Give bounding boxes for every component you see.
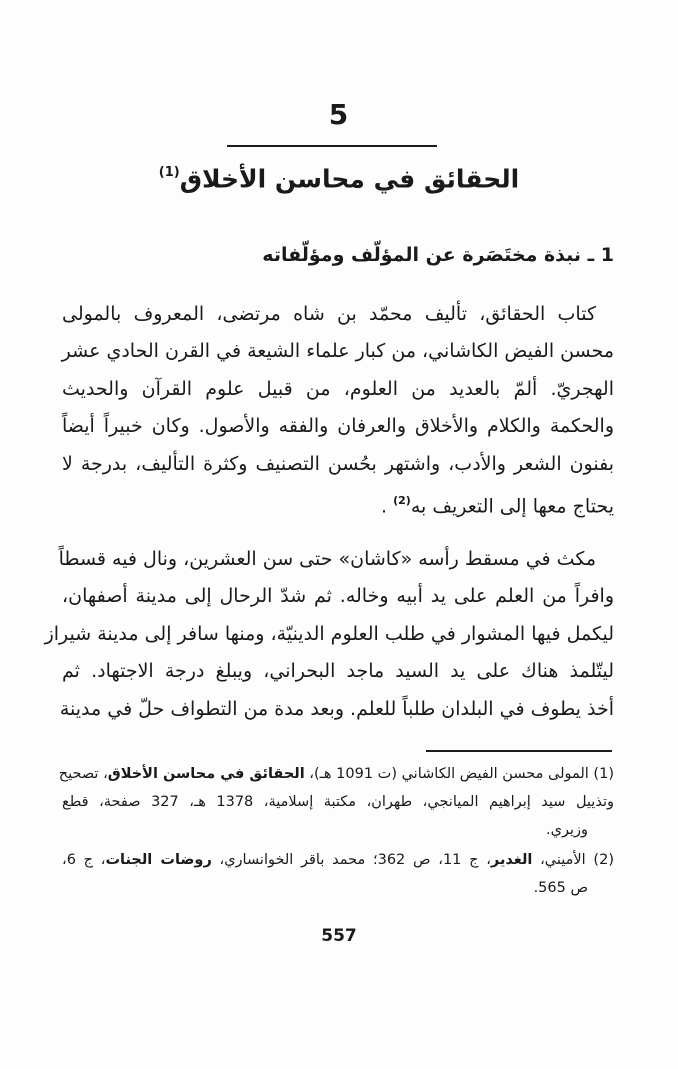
paragraph-1-line-5: بفنون الشعر والأدب، واشتهر بحُسن التصنيف وكثرة التأليف، بدرجة لا bbox=[62, 452, 614, 475]
paragraph-1-line-6-text: يحتاج معها إلى التعريف به bbox=[410, 495, 614, 518]
footnote-2-book-title-1: الغدير bbox=[490, 852, 533, 868]
footnote-2-line-1 bbox=[62, 846, 614, 874]
sentence-period: . bbox=[381, 495, 394, 518]
title-footnote-ref-1: (1) bbox=[158, 165, 180, 180]
paragraph-1-line-3: الهجريّ. ألمّ بالعديد من العلوم، من قبيل علوم القرآن والحديث bbox=[62, 377, 614, 400]
footnote-1-line-3: وزيري. bbox=[546, 822, 588, 838]
footnote-2-text-mid: ، ج 11، ص 362؛ محمد باقر الخوانساري، bbox=[211, 852, 491, 868]
footnote-2 bbox=[62, 846, 614, 902]
paragraph-1 bbox=[62, 296, 614, 520]
paragraph-2-line-4: ليتّلمذ هناك على يد السيد ماجد البحراني، ويبلغ درجة الاجتهاد. ثم bbox=[62, 660, 614, 683]
footnote-2-line-2: ص 565. bbox=[533, 880, 588, 896]
body-footnote-ref-2: (2) bbox=[393, 493, 411, 507]
footnote-2-book-title-2: روضات الجنات bbox=[105, 852, 212, 868]
chapter-title-rule bbox=[227, 145, 437, 147]
footnote-1 bbox=[58, 760, 614, 844]
footnote-2-text-post: ، ج 6، bbox=[62, 852, 106, 868]
paragraph-1-line-4: والحكمة والكلام والأخلاق والعرفان والفقه والأصول. وكان خبيراً أيضاً bbox=[62, 415, 614, 438]
footnote-separator-rule bbox=[426, 750, 612, 752]
book-title-text: الحقائق في محاسن الأخلاق bbox=[179, 164, 520, 194]
footnote-2-text-pre: (2) الأميني، bbox=[532, 852, 614, 868]
footnote-1-line-2: وتذييل سيد إبراهيم الميانجي، طهران، مكتبة إسلامية، 1378 هـ، 327 صفحة، قطع bbox=[62, 794, 614, 810]
paragraph-2-line-5: أخذ يطوف في البلدان طلباً للعلم. وبعد مدة من التطواف حلّ في مدينة bbox=[59, 697, 614, 720]
chapter-number: 5 bbox=[328, 98, 350, 131]
paragraph-1-line-6 bbox=[62, 483, 614, 520]
footnote-1-text-pre: (1) المولى محسن الفيض الكاشاني (ت 1091 هـ)، bbox=[304, 766, 614, 782]
paragraph-1-line-2: محسن الفيض الكاشاني، من كبار علماء الشيعة في القرن الحادي عشر bbox=[61, 340, 614, 363]
paragraph-1-line-1: كتاب الحقائق، تأليف محمّد بن شاه مرتضى، المعروف بالمولى bbox=[62, 303, 596, 325]
paragraph-2-line-2: وافراً من العلم على يد أبيه وخاله. ثم شدّ الرحال إلى مدينة أصفهان، bbox=[62, 585, 614, 608]
paragraph-2-line-1: مكث في مسقط رأسه «كاشان» حتى سن العشرين، ونال فيه قسطاً bbox=[58, 548, 596, 570]
footnote-1-book-title: الحقائق في محاسن الأخلاق bbox=[107, 766, 305, 782]
section-heading: 1 ـ نبذة مختَصَرة عن المؤلّف ومؤلّفاته bbox=[262, 244, 614, 266]
footnote-1-text-post: ، تصحيح bbox=[58, 766, 108, 782]
book-title bbox=[0, 153, 678, 201]
page-number: 557 bbox=[321, 926, 357, 946]
footnote-1-line-1 bbox=[58, 760, 614, 788]
paragraph-2 bbox=[44, 541, 614, 728]
paragraph-2-line-3: ليكمل فيها المشوار في طلب العلوم الدينيّة، ومنها سافر إلى مدينة شيراز bbox=[44, 622, 614, 645]
